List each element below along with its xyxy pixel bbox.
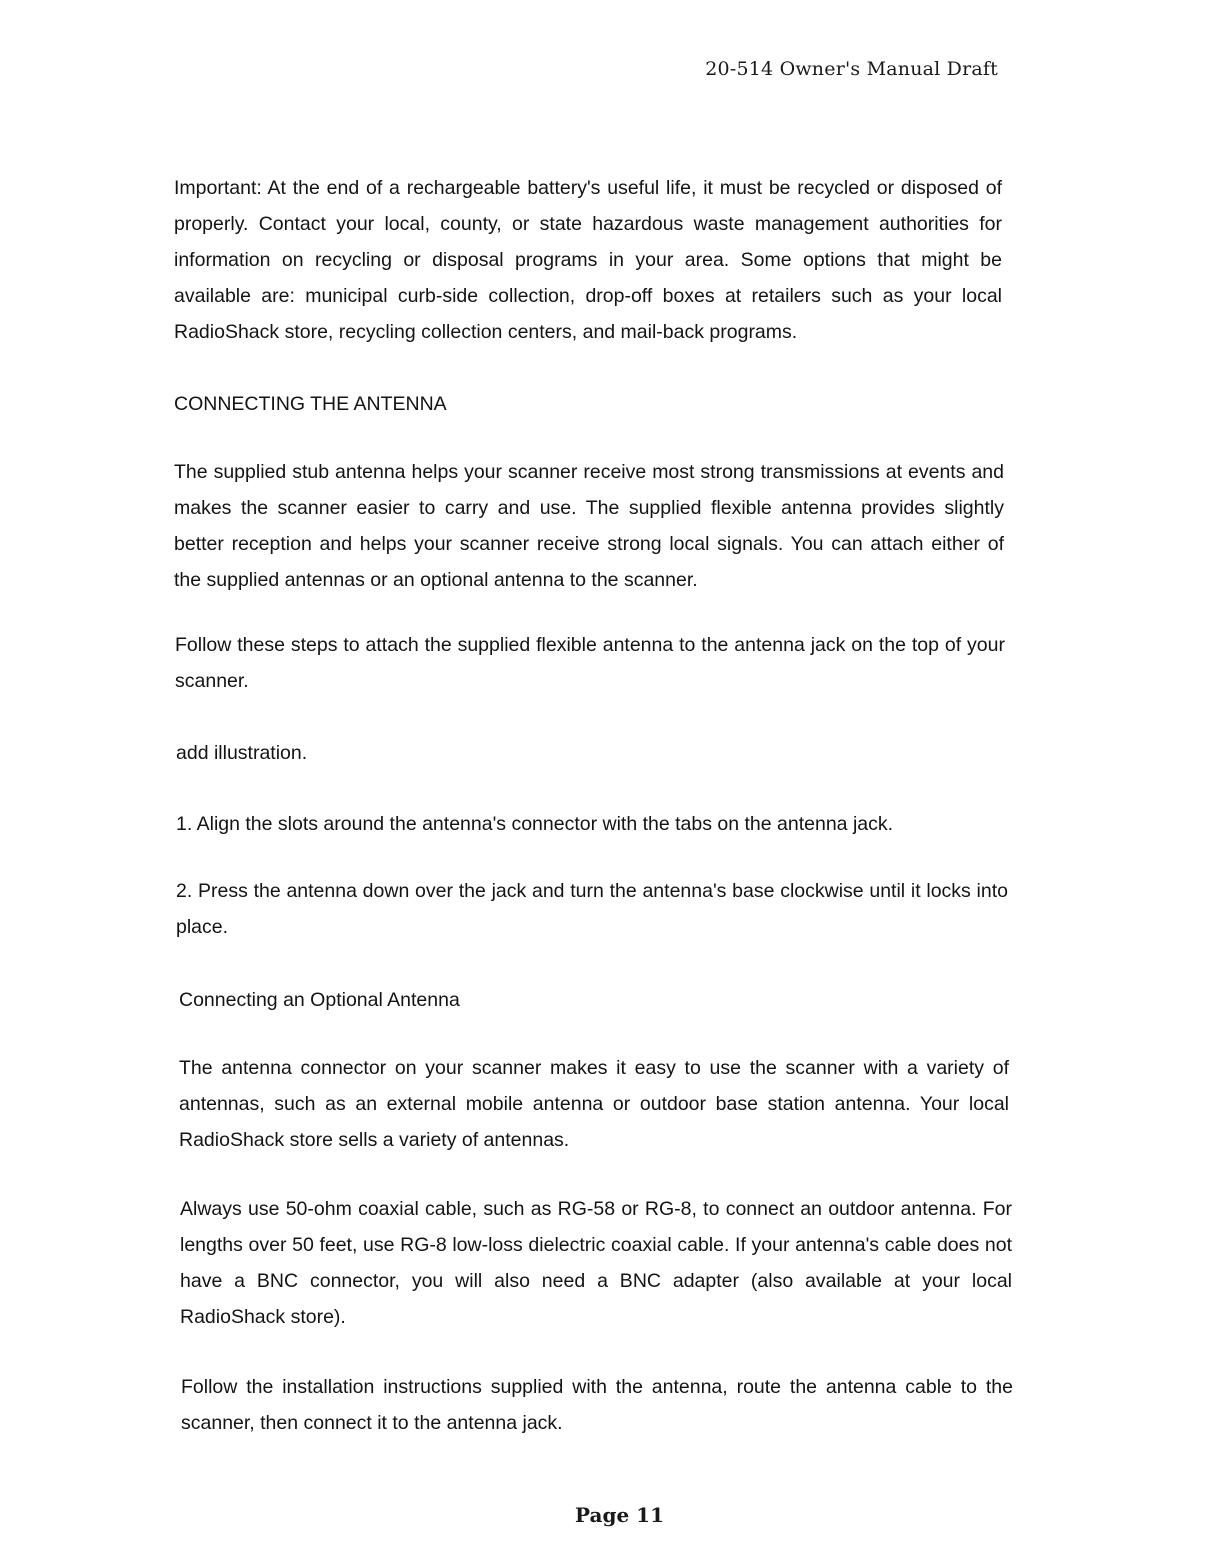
subheading-optional-antenna: Connecting an Optional Antenna [179, 989, 460, 1011]
step-2: 2. Press the antenna down over the jack and turn the antenna's base clockwise until it locks into place. [176, 880, 1008, 938]
important-paragraph: Important: At the end of a rechargeable battery's useful life, it must be recycled or disposed of properly. Contact your local, county, or state hazardous waste management authorities for information on recycling or disposal programs in your area. Some options that might be available are: municipal curb-side collection, drop-off boxes at retailers such as your local RadioShack store, recycling collection centers, and mail-back programs. [174, 177, 1002, 343]
add-illustration-note: add illustration. [176, 742, 308, 764]
stub-antenna-paragraph: The supplied stub antenna helps your scanner receive most strong transmissions at events and makes the scanner easier to carry and use. The supplied flexible antenna provides slightly better reception and helps your scanner receive strong local signals. You can attach either of the supplied antennas or an optional antenna to the scanner. [174, 461, 1004, 591]
antenna-connector-paragraph: The antenna connector on your scanner makes it easy to use the scanner with a variety of antennas, such as an external mobile antenna or outdoor base station antenna. Your local RadioShack store sells a variety of antennas. [179, 1057, 1009, 1151]
page-header-title: 20-514 Owner's Manual Draft [705, 58, 998, 80]
step-1: 1. Align the slots around the antenna's connector with the tabs on the antenna jack. [176, 813, 894, 835]
installation-paragraph: Follow the installation instructions supplied with the antenna, route the antenna cable to the scanner, then connect it to the antenna jack. [181, 1376, 1013, 1434]
page-number: Page 11 [575, 1503, 664, 1527]
follow-steps-paragraph: Follow these steps to attach the supplied flexible antenna to the antenna jack on the top of your scanner. [175, 634, 1005, 692]
coaxial-cable-paragraph: Always use 50-ohm coaxial cable, such as RG-58 or RG-8, to connect an outdoor antenna. For lengths over 50 feet, use RG-8 low-loss dielectric coaxial cable. If your antenna's cable does not have a BNC connector, you will also need a BNC adapter (also available at your local RadioShack store). [180, 1198, 1012, 1328]
section-heading-connecting-antenna: CONNECTING THE ANTENNA [174, 393, 447, 415]
